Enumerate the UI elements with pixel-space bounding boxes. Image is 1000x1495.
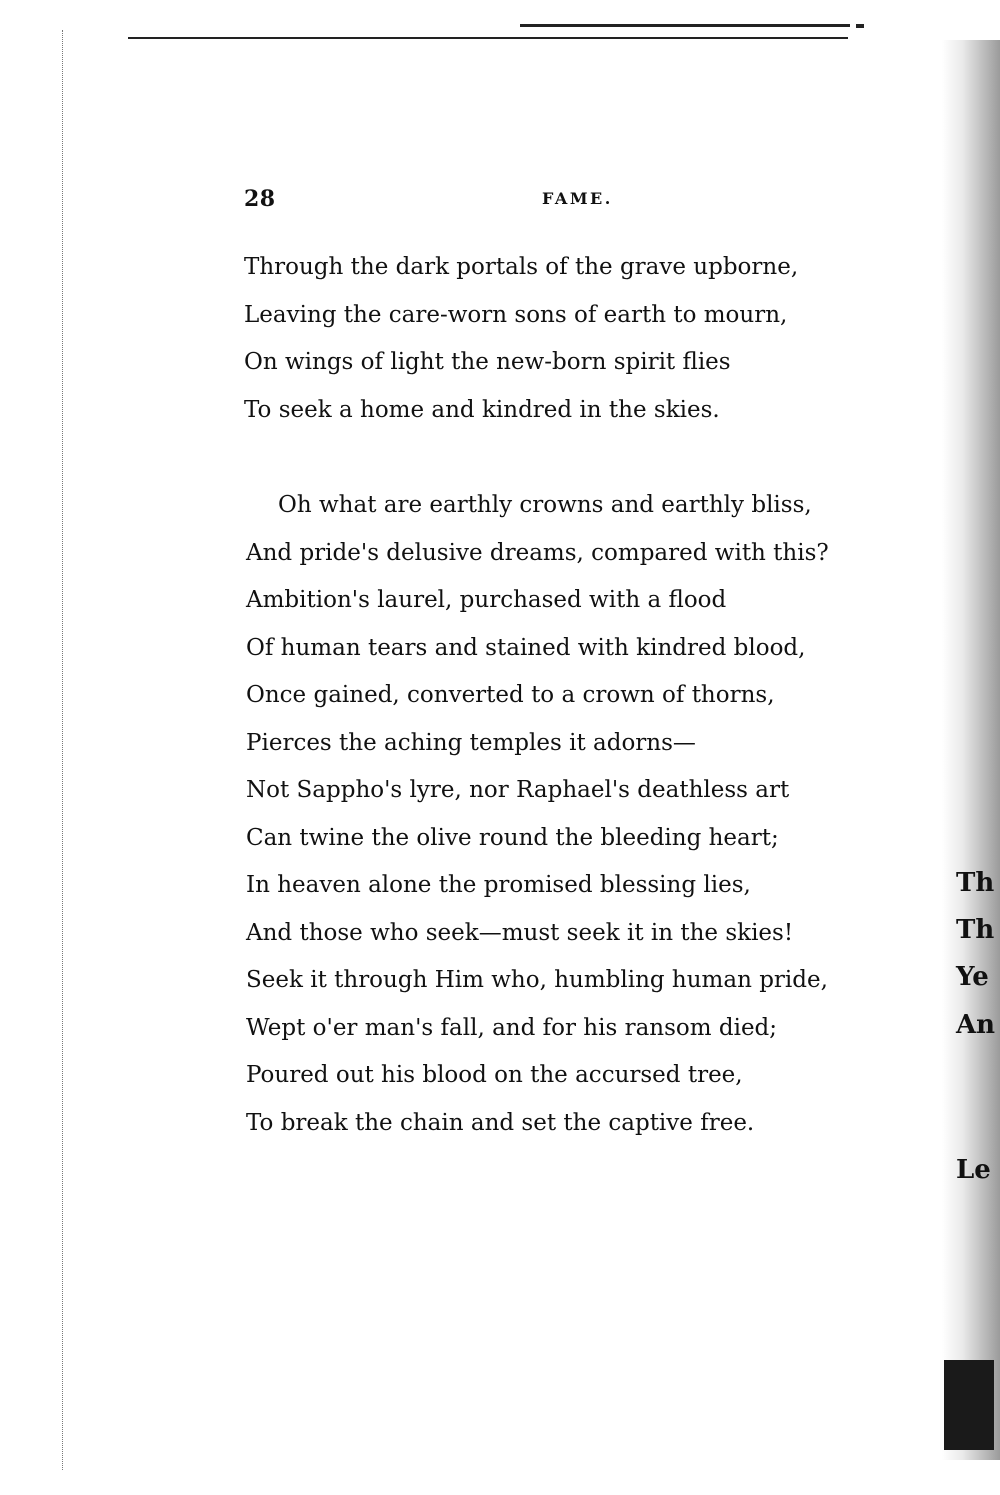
- poem-line: Not Sappho's lyre, nor Raphael's deathless art: [246, 777, 790, 803]
- right-binding-shadow: [944, 1360, 994, 1450]
- poem-line: And those who seek—must seek it in the skies!: [246, 919, 794, 946]
- poem-line: In heaven alone the promised blessing lies,: [246, 872, 751, 898]
- poem-line: Oh what are earthly crowns and earthly bliss,: [278, 492, 812, 518]
- edge-fragment: Ye: [956, 962, 989, 992]
- top-rule-dot: [856, 24, 864, 28]
- right-binding-edge: [942, 40, 1000, 1460]
- poem-line: To break the chain and set the captive free.: [246, 1109, 755, 1136]
- edge-fragment: An: [956, 1010, 996, 1040]
- stanza-1: [244, 244, 884, 434]
- poem-line: Wept o'er man's fall, and for his ransom died;: [246, 1014, 778, 1041]
- poem-line: Poured out his blood on the accursed tree,: [246, 1062, 743, 1088]
- top-rule-thick: [520, 24, 850, 27]
- poem-line: Of human tears and stained with kindred blood,: [246, 634, 806, 661]
- poem-line: On wings of light the new-born spirit flies: [244, 349, 731, 375]
- page-header: [244, 186, 644, 216]
- poem-line: Can twine the olive round the bleeding heart;: [246, 824, 779, 851]
- edge-fragment: Th: [956, 868, 995, 898]
- poem-line: Ambition's laurel, purchased with a flood: [246, 587, 727, 613]
- poem-line: Through the dark portals of the grave upborne,: [244, 254, 799, 280]
- poem-line: To seek a home and kindred in the skies.: [244, 396, 720, 423]
- poem-line: And pride's delusive dreams, compared with this?: [246, 539, 829, 566]
- page-number: 28: [244, 186, 276, 212]
- edge-fragment: Le: [956, 1155, 991, 1185]
- poem-line: Once gained, converted to a crown of thorns,: [246, 682, 775, 708]
- poem-line: Pierces the aching temples it adorns—: [246, 729, 696, 756]
- poem-line: Leaving the care-worn sons of earth to mourn,: [244, 301, 788, 328]
- edge-fragment: Th: [956, 915, 995, 945]
- stanza-2: [246, 482, 886, 1147]
- top-rule: [128, 37, 848, 39]
- running-title: FAME.: [542, 189, 613, 208]
- left-binding-edge: [62, 30, 67, 1470]
- poem-line: Seek it through Him who, humbling human pride,: [246, 967, 828, 993]
